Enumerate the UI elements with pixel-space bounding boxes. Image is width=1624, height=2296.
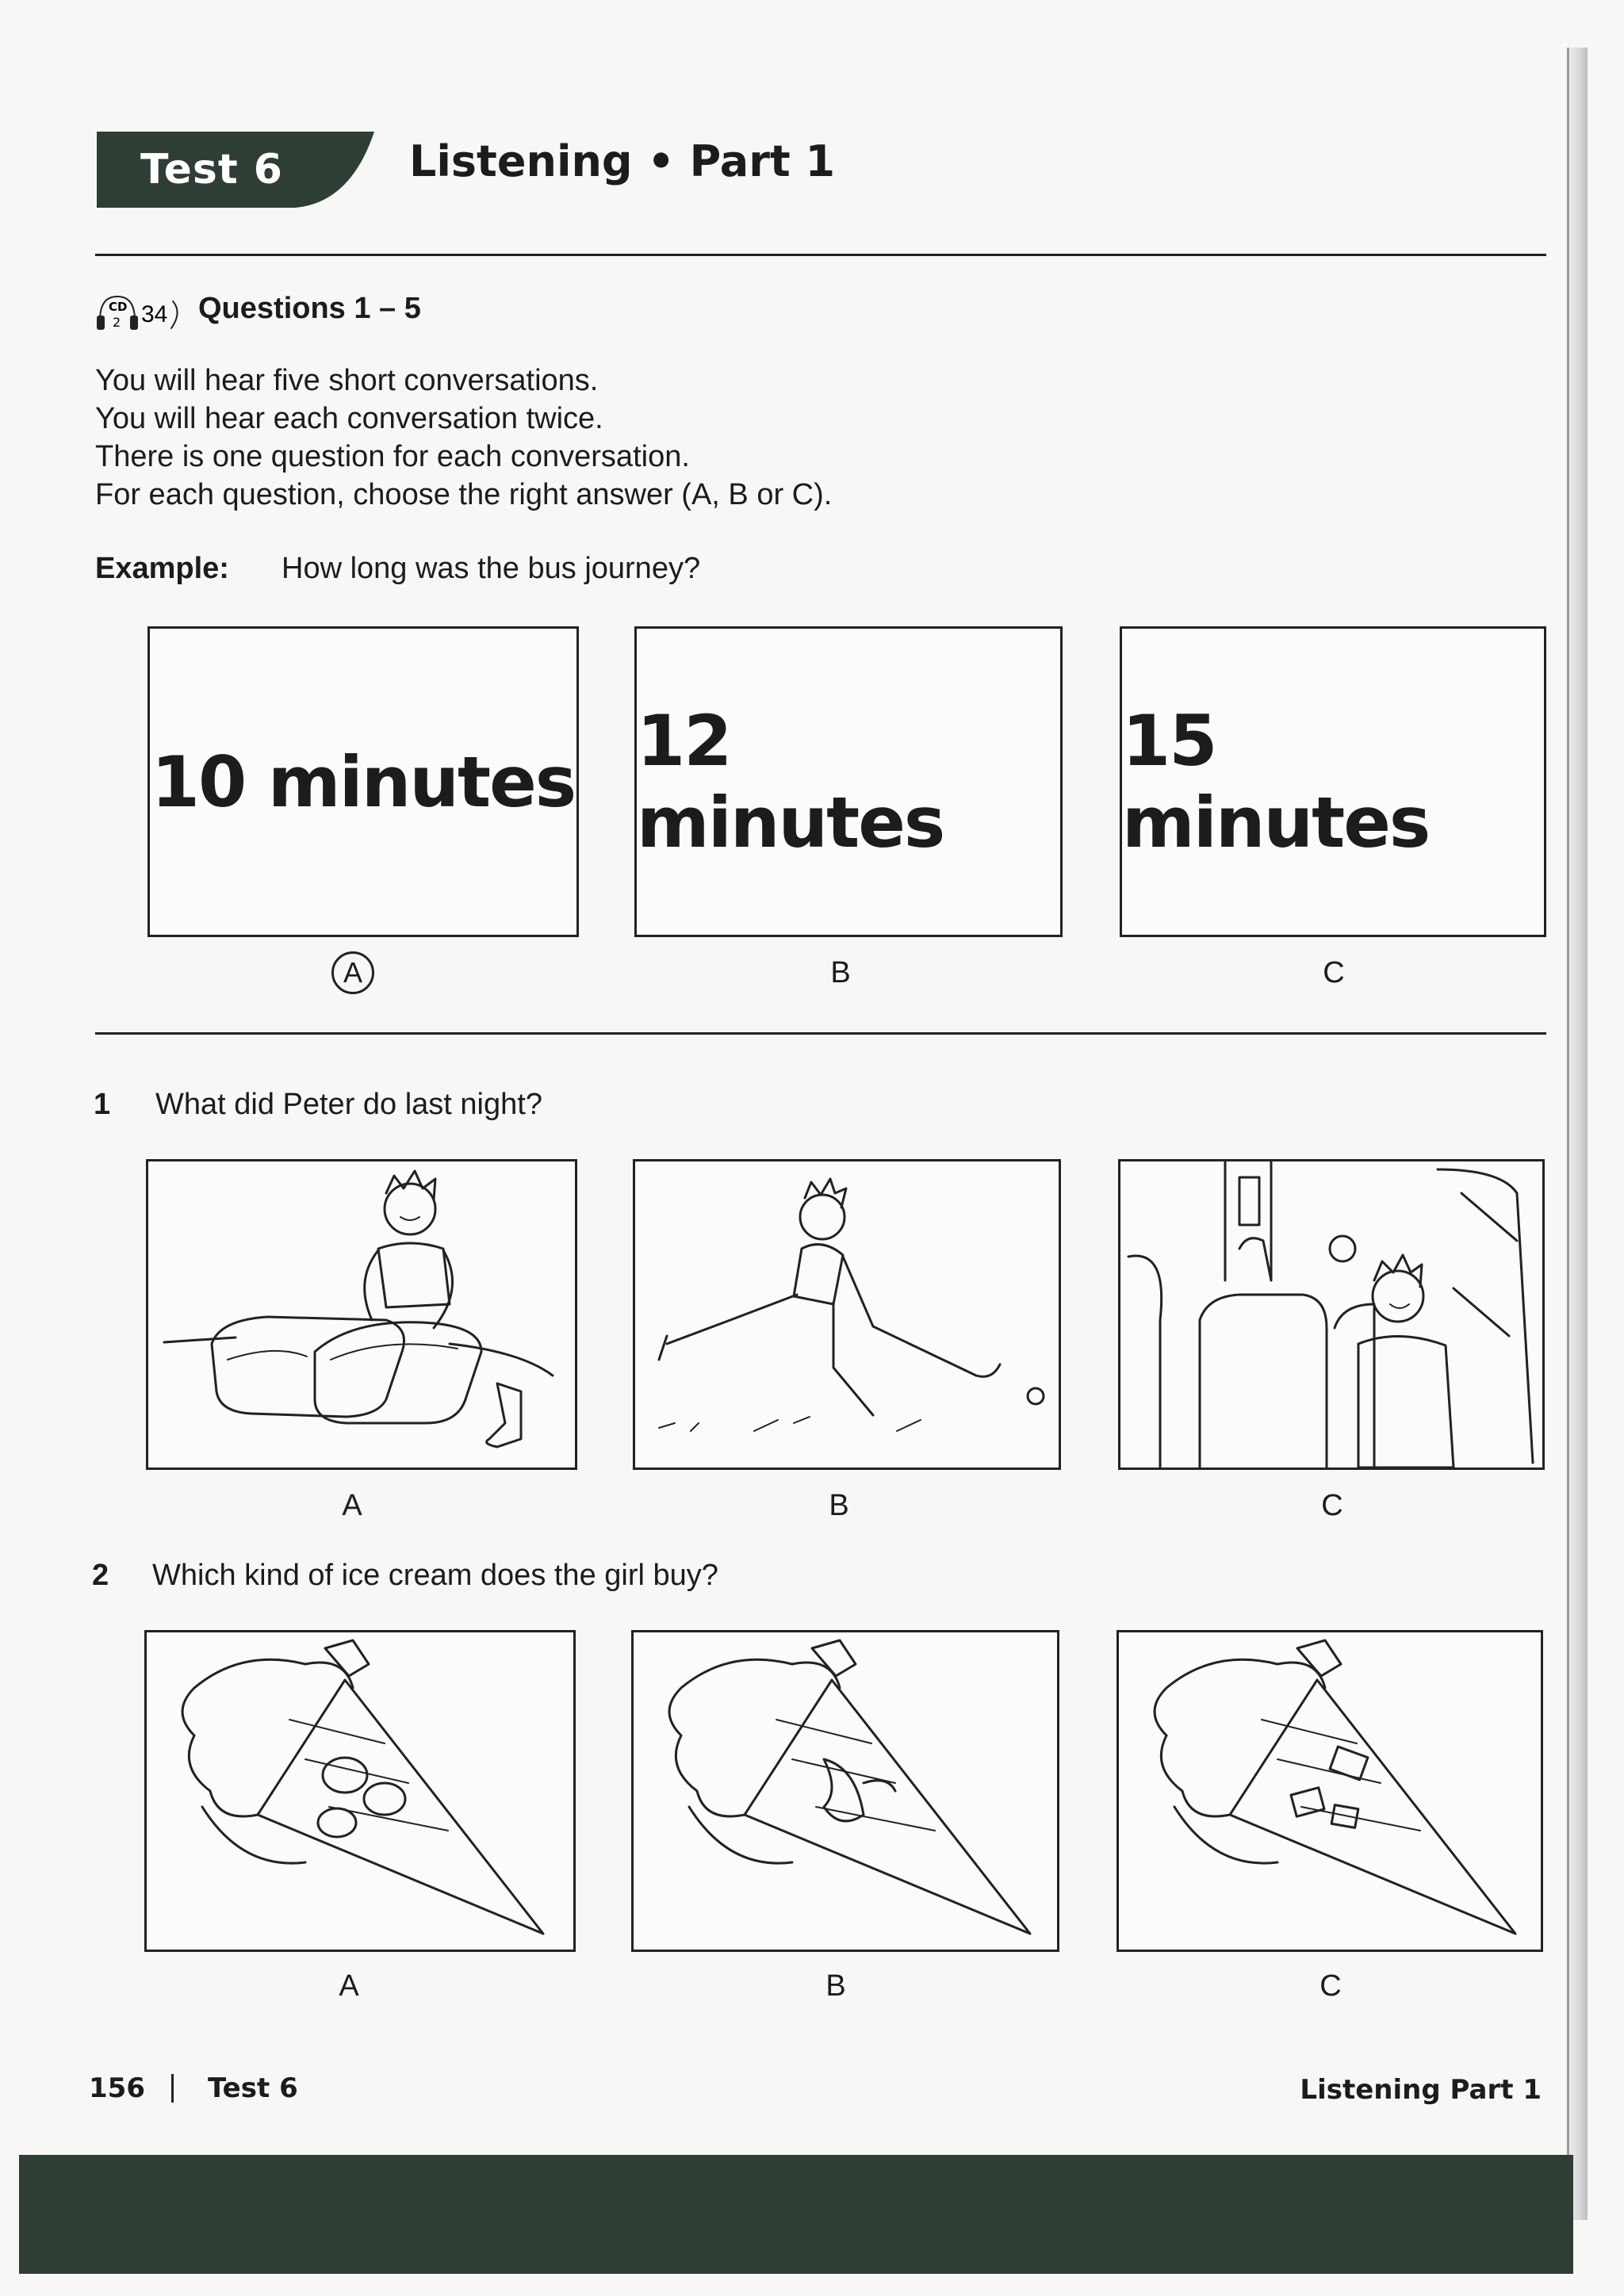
bottom-color-band xyxy=(19,2155,1573,2274)
question-text: What did Peter do last night? xyxy=(155,1088,542,1121)
option-letter: B xyxy=(825,1969,846,2003)
option-time-text: 15 minutes xyxy=(1122,700,1430,863)
ice-cream-nuts-illustration xyxy=(147,1632,573,1950)
option-letter: A xyxy=(342,1489,362,1522)
svg-text:CD: CD xyxy=(109,300,128,314)
option-letter: C xyxy=(1320,1969,1342,2003)
q2-option-c[interactable] xyxy=(1116,1630,1543,1952)
example-divider xyxy=(95,1032,1546,1035)
page-edge-line xyxy=(1567,48,1569,2188)
option-letter: C xyxy=(1323,956,1345,989)
cd-track-icon xyxy=(95,292,197,331)
instruction-line: For each question, choose the right answer (A, B or C). xyxy=(95,478,833,511)
page-title: Listening • Part 1 xyxy=(409,136,836,186)
ice-cream-banana-illustration xyxy=(634,1632,1057,1950)
page-number: 156 xyxy=(89,2072,145,2104)
option-letter: B xyxy=(830,956,851,989)
example-label: Example: xyxy=(95,552,229,585)
option-letter: B xyxy=(829,1489,849,1522)
footer-test-label: Test 6 xyxy=(208,2072,298,2104)
packing-suitcase-illustration xyxy=(148,1161,575,1468)
option-time-text: 12 minutes xyxy=(637,700,944,863)
playing-hockey-illustration xyxy=(635,1161,1059,1468)
track-number: 34 xyxy=(141,301,168,327)
q2-option-a[interactable] xyxy=(144,1630,576,1952)
option-time-text: 10 minutes xyxy=(151,740,576,823)
header-divider xyxy=(95,254,1546,256)
question-number: 2 xyxy=(92,1559,109,1592)
sitting-on-bus-illustration xyxy=(1120,1161,1542,1468)
test-tab-label: Test 6 xyxy=(140,146,283,193)
option-letter: A xyxy=(339,1969,359,2003)
instruction-line: You will hear each conversation twice. xyxy=(95,402,603,435)
question-number: 1 xyxy=(94,1088,111,1121)
example-option-c[interactable] xyxy=(1120,626,1546,937)
instruction-line: There is one question for each conversation. xyxy=(95,440,690,473)
ice-cream-chocolate-illustration xyxy=(1119,1632,1541,1950)
option-letter: C xyxy=(1321,1489,1343,1522)
page-edge xyxy=(1568,48,1588,2220)
q1-option-a[interactable] xyxy=(146,1159,577,1470)
q1-option-c[interactable] xyxy=(1118,1159,1545,1470)
option-letter: A xyxy=(343,956,362,989)
q2-option-b[interactable] xyxy=(631,1630,1059,1952)
footer-separator xyxy=(171,2074,174,2103)
instruction-line: You will hear five short conversations. xyxy=(95,364,599,397)
example-question: How long was the bus journey? xyxy=(282,552,701,585)
footer-section-label: Listening Part 1 xyxy=(1300,2074,1542,2106)
questions-heading: Questions 1 – 5 xyxy=(198,292,421,325)
selected-answer-circle[interactable] xyxy=(331,951,374,994)
example-option-a[interactable] xyxy=(147,626,579,937)
cd-number: 2 xyxy=(113,315,121,330)
example-option-b[interactable] xyxy=(634,626,1063,937)
q1-option-b[interactable] xyxy=(633,1159,1061,1470)
question-text: Which kind of ice cream does the girl buy? xyxy=(152,1559,718,1592)
